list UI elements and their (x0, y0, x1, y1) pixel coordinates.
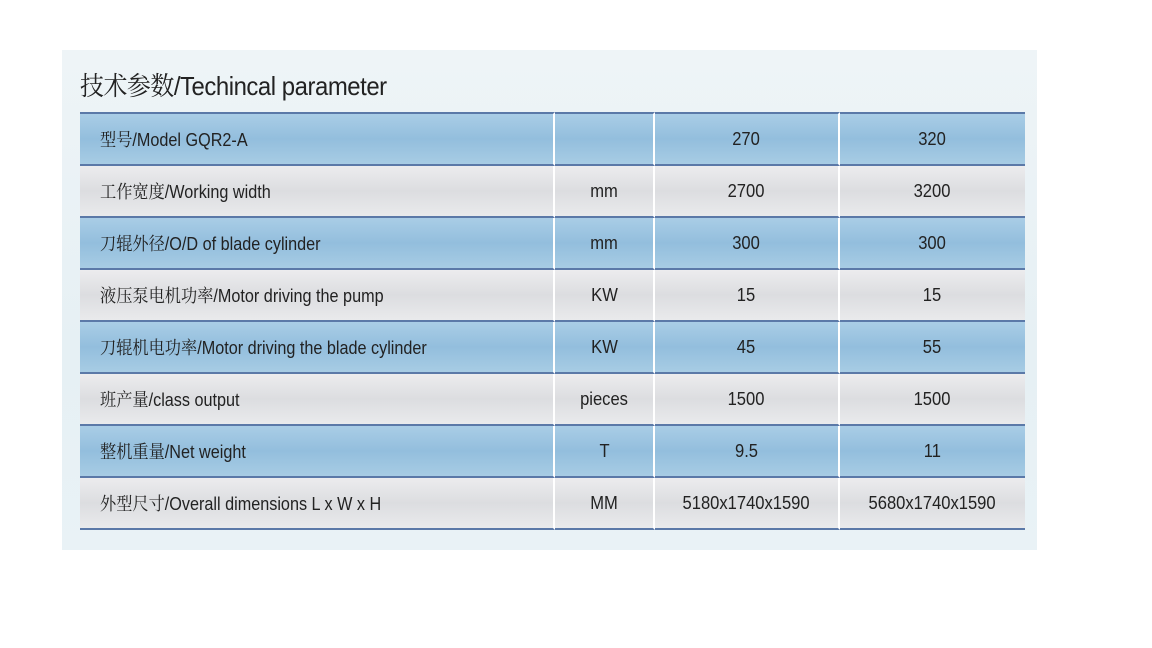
row-value-2: 300 (840, 218, 1025, 270)
row-value-2: 320 (840, 112, 1025, 166)
row-unit: mm (555, 166, 655, 218)
table-row (80, 374, 1025, 426)
row-label: 班产量/class output (80, 374, 555, 426)
row-value-2: 15 (840, 270, 1025, 322)
row-value-1: 45 (655, 322, 840, 374)
row-unit (555, 112, 655, 166)
row-value-2: 5680x1740x1590 (840, 478, 1025, 530)
row-value-1: 300 (655, 218, 840, 270)
table-row (80, 112, 1025, 166)
row-value-2: 1500 (840, 374, 1025, 426)
table-row (80, 426, 1025, 478)
row-value-2: 11 (840, 426, 1025, 478)
row-value-1: 15 (655, 270, 840, 322)
row-label: 液压泵电机功率/Motor driving the pump (80, 270, 555, 322)
table-row (80, 218, 1025, 270)
row-value-2: 3200 (840, 166, 1025, 218)
table-row (80, 166, 1025, 218)
row-value-1: 5180x1740x1590 (655, 478, 840, 530)
row-value-1: 2700 (655, 166, 840, 218)
row-unit: T (555, 426, 655, 478)
row-unit: MM (555, 478, 655, 530)
row-value-1: 270 (655, 112, 840, 166)
row-label: 工作宽度/Working width (80, 166, 555, 218)
page-title: 技术参数/Techincal parameter (80, 71, 387, 101)
row-label: 型号/Model GQR2-A (80, 112, 555, 166)
table-row (80, 322, 1025, 374)
row-value-1: 9.5 (655, 426, 840, 478)
row-value-2: 55 (840, 322, 1025, 374)
table-row (80, 478, 1025, 530)
row-unit: pieces (555, 374, 655, 426)
row-unit: KW (555, 270, 655, 322)
row-label: 整机重量/Net weight (80, 426, 555, 478)
row-label: 刀辊外径/O/D of blade cylinder (80, 218, 555, 270)
row-unit: mm (555, 218, 655, 270)
row-value-1: 1500 (655, 374, 840, 426)
row-label: 外型尺寸/Overall dimensions L x W x H (80, 478, 555, 530)
table-row (80, 270, 1025, 322)
parameter-table (80, 112, 1025, 530)
row-label: 刀辊机电功率/Motor driving the blade cylinder (80, 322, 555, 374)
row-unit: KW (555, 322, 655, 374)
